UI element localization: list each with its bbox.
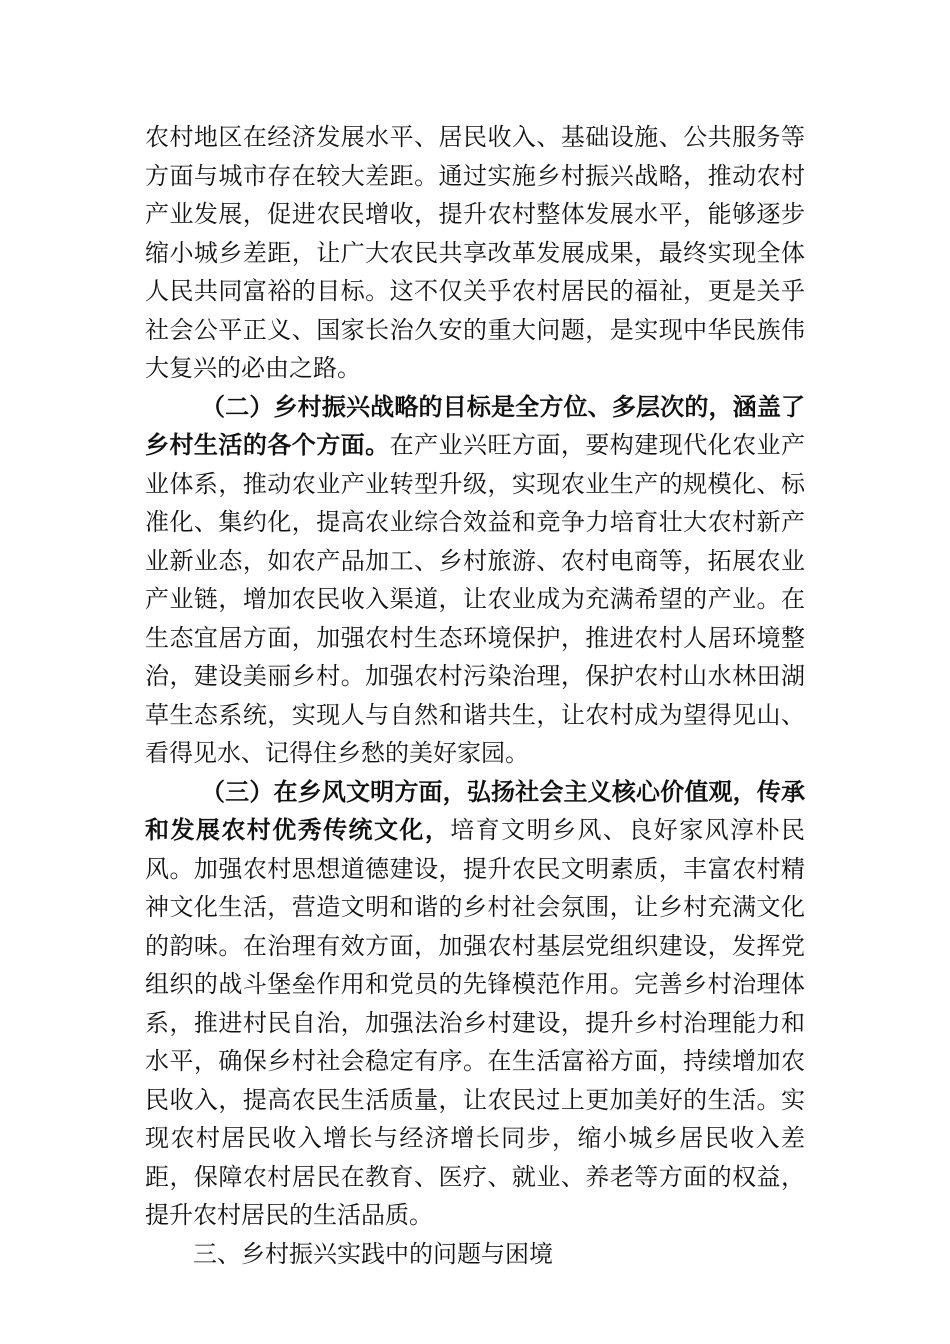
paragraph-3 xyxy=(145,773,805,1235)
paragraph-3-text: 培育文明乡风、良好家风淳朴民风。加强农村思想道德建设，提升农民文明素质，丰富农村精神文化生活，营造文明和谐的乡村社会氛围，让乡村充满文化的韵味。在治理有效方面，加强农村基层党组织建设，发挥党组织的战斗堡垒作用和党员的先锋模范作用。完善乡村治理体系，推进村民自治，加强法治乡村建设，提升乡村治理能力和水平，确保乡村社会稳定有序。在生活富裕方面，持续增加农民收入，提高农民生活质量，让农民过上更加美好的生活。实现农村居民收入增长与经济增长同步，缩小城乡居民收入差距，保障农村居民在教育、医疗、就业、养老等方面的权益，提升农村居民的生活品质。 xyxy=(145,816,806,1229)
paragraph-1 xyxy=(145,118,805,388)
paragraph-3-lead: （三）在乡风文明方面，弘扬社会主义核心价值观，传承和发展农村优秀传统文化， xyxy=(145,776,805,844)
paragraph-2-lead: （二）乡村振兴战略的目标是全方位、多层次的，涵盖了乡村生活的各个方面。 xyxy=(145,391,805,459)
paragraph-2 xyxy=(145,388,805,773)
paragraph-2-text: 在产业兴旺方面，要构建现代化农业产业体系，推动农业产业转型升级，实现农业生产的规模化、标准化、集约化，提高农业综合效益和竞争力培育壮大农村新产业新业态，如农产品加工、乡村旅游、农村电商等，拓展农业产业链，增加农民收入渠道，让农业成为充满希望的产业。在生态宜居方面，加强农村生态环境保护，推进农村人居环境整治，建设美丽乡村。加强农村污染治理，保护农村山水林田湖草生态系统，实现人与自然和谐共生，让农村成为望得见山、看得见水、记得住乡愁的美好家园。 xyxy=(145,431,806,767)
paragraph-1-text: 农村地区在经济发展水平、居民收入、基础设施、公共服务等方面与城市存在较大差距。通过实施乡村振兴战略，推动农村产业发展，促进农民增收，提升农村整体发展水平，能够逐步缩小城乡差距，让广大农民共享改革发展成果，最终实现全体人民共同富裕的目标。这不仅关乎农村居民的福祉，更是关乎社会公平正义、国家长治久安的重大问题，是实现中华民族伟大复兴的必由之路。 xyxy=(145,123,805,382)
document-page xyxy=(145,118,805,1273)
section-heading: 三、乡村振兴实践中的问题与困境 xyxy=(193,1239,553,1268)
